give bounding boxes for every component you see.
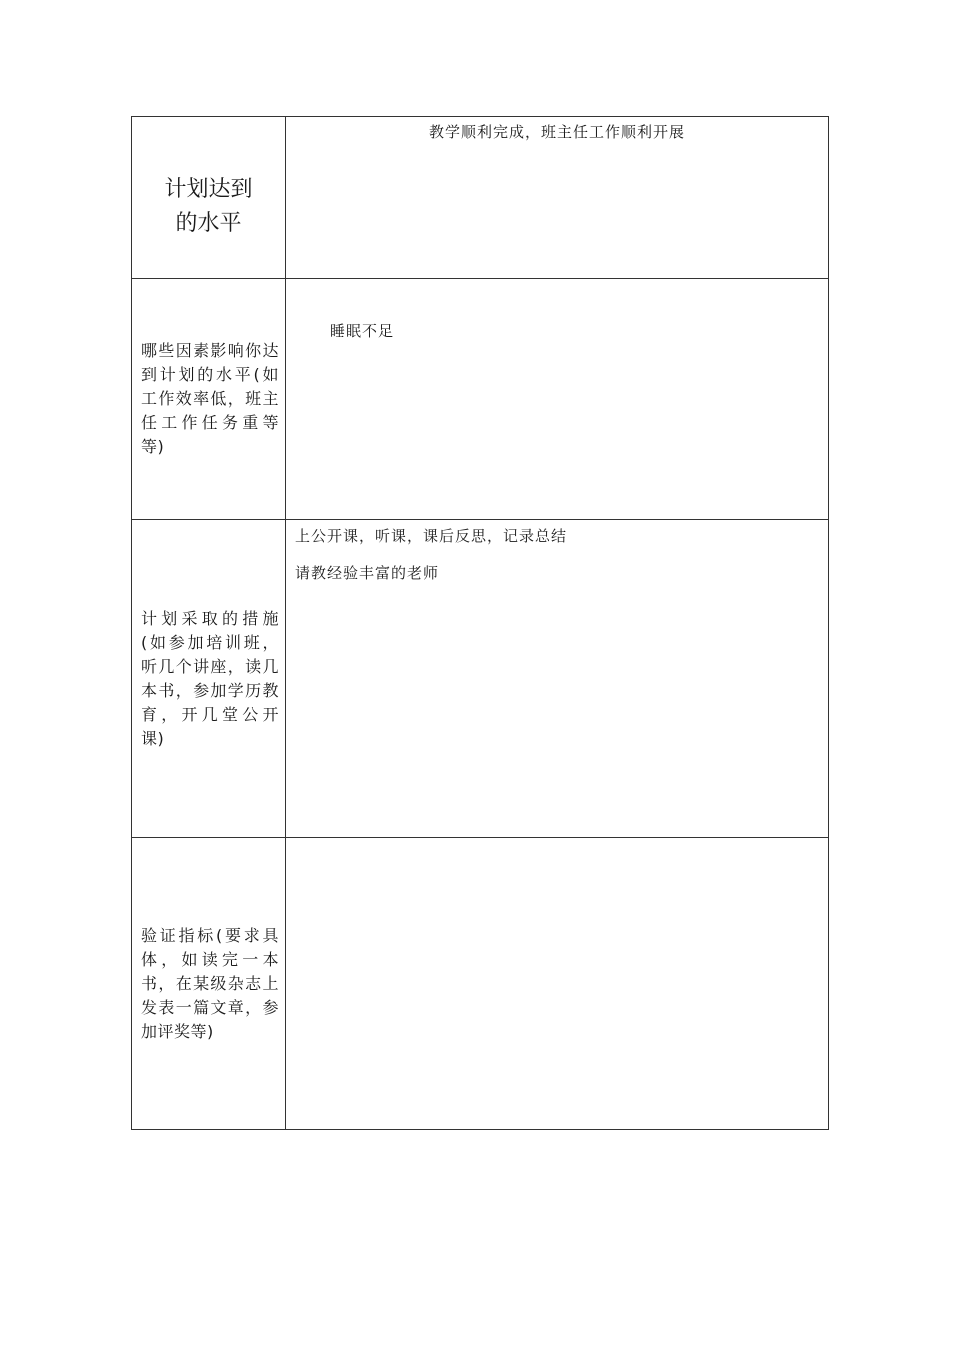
table-row xyxy=(132,520,829,838)
row-label: 计划采取的措施(如参加培训班，听几个讲座，读几本书，参加学历教育，开几堂公开课) xyxy=(141,608,279,748)
table-row xyxy=(132,279,829,520)
row-content-cell xyxy=(286,838,829,1130)
row-content-cell xyxy=(286,520,829,838)
row-label-cell xyxy=(132,117,286,279)
content-line: 上公开课，听课，课后反思，记录总结 xyxy=(295,527,568,545)
row-label-cell xyxy=(132,279,286,520)
content-line: 请教经验丰富的老师 xyxy=(295,564,440,582)
label-line: 计划达到 xyxy=(164,177,253,202)
row-content-cell xyxy=(286,117,829,279)
row-label-cell xyxy=(132,838,286,1130)
row-label: 验证指标(要求具体，如读完一本书，在某级杂志上发表一篇文章，参加评奖等) xyxy=(141,925,279,1041)
plan-form-table xyxy=(131,116,829,1130)
row-label-cell xyxy=(132,520,286,838)
table-row xyxy=(132,838,829,1130)
row-label: 哪些因素影响你达到计划的水平(如工作效率低，班主任工作任务重等等) xyxy=(141,341,279,456)
label-line: 的水平 xyxy=(175,211,242,236)
row-content xyxy=(286,520,828,583)
row-label xyxy=(132,117,285,241)
row-content: 教学顺利完成，班主任工作顺利开展 xyxy=(428,123,685,141)
row-content-cell xyxy=(286,279,829,520)
row-content: 睡眠不足 xyxy=(330,322,395,340)
table-row xyxy=(132,117,829,279)
